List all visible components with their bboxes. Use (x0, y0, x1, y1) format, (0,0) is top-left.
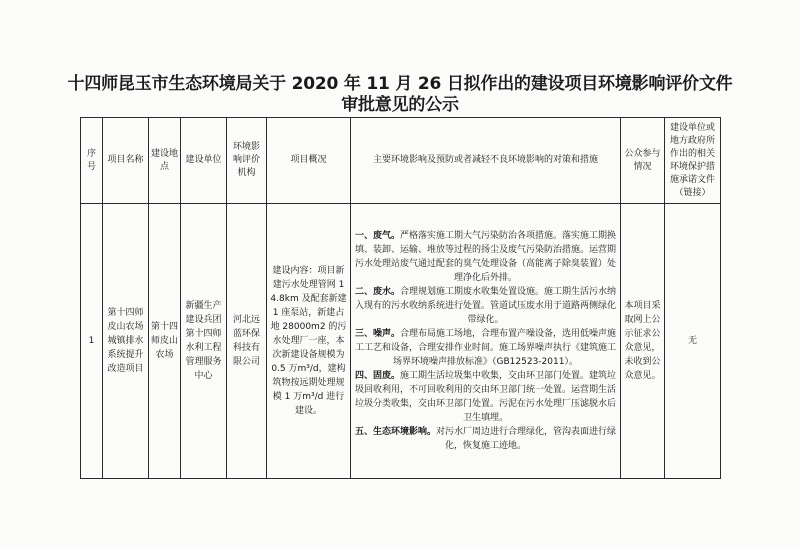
cell-project-name: 第十四师皮山农场城镇排水系统提升改造项目 (103, 204, 149, 479)
measure-water-text: 合理规划施工期废水收集处置设施。施工期生活污水纳入现有的污水收纳系统进行处置。管道试压废水用于道路两侧绿化带绿化。 (354, 287, 617, 325)
measure-ecology (353, 425, 618, 453)
measure-noise-head: 三、噪声。 (354, 329, 400, 339)
cell-overview: 建设内容：项目新建污水处理管网 14.8km 及配套新建 1 座泵站，新建占地 28000m2 的污水处理厂一座，本次新建设备规模为 0.5 万m³/d，建构筑物按远期处理规模 1 万m³/d 进行建设。 (267, 204, 351, 479)
title-line-1: 十四师昆玉市生态环境局关于 2020 年 11 月 26 日拟作出的建设项目环境影响评价文件 (67, 74, 733, 94)
header-commitment: 建设单位或地方政府所作出的相关环境保护措施承诺文件（链接） (665, 118, 721, 204)
cell-eia-agency: 河北远蓝环保科技有限公司 (227, 204, 267, 479)
document-title (60, 74, 740, 116)
cell-measures (351, 204, 621, 479)
cell-no: 1 (81, 204, 103, 479)
cell-commitment: 无 (665, 204, 721, 479)
cell-builder: 新疆生产建设兵团第十四师水利工程管理服务中心 (181, 204, 227, 479)
title-line-2: 审批意见的公示 (341, 95, 459, 115)
header-project-name: 项目名称 (103, 118, 149, 204)
measure-solid-waste (353, 369, 618, 425)
measure-solid-waste-head: 四、固废。 (354, 371, 400, 381)
header-overview: 项目概况 (267, 118, 351, 204)
measure-noise (353, 327, 618, 369)
header-row (81, 118, 721, 204)
measure-air-head: 一、废气。 (354, 231, 400, 241)
table-row (81, 204, 721, 479)
measure-ecology-head: 五、生态环境影响。 (354, 427, 436, 437)
measure-air (353, 229, 618, 285)
header-measures: 主要环境影响及预防或者减轻不良环境影响的对策和措施 (351, 118, 621, 204)
header-location: 建设地点 (149, 118, 181, 204)
header-no: 序号 (81, 118, 103, 204)
header-eia-agency: 环境影响评价机构 (227, 118, 267, 204)
measure-solid-waste-text: 施工期生活垃圾集中收集，交由环卫部门处置。建筑垃圾回收利用，不可回收利用的交由环卫部门统一处置。运营期生活垃圾分类收集，交由环卫部门处置。污泥在污水处理厂压滤脱水后卫生填埋。 (354, 371, 617, 423)
cell-public: 本项目采取网上公示征求公众意见，未收到公众意见。 (621, 204, 665, 479)
approval-table (80, 117, 721, 479)
header-builder: 建设单位 (181, 118, 227, 204)
measure-water-head: 二、废水。 (354, 287, 400, 297)
cell-location: 第十四师皮山农场 (149, 204, 181, 479)
header-public: 公众参与情况 (621, 118, 665, 204)
measure-noise-text: 合理布局施工场地，合理布置产噪设备，选用低噪声施工工艺和设备，合理安排作业时间。施工场界噪声执行《建筑施工场界环境噪声排放标准》（GB12523-2011）。 (354, 329, 617, 367)
measure-ecology-text: 对污水厂周边进行合理绿化，管沟表面进行绿化，恢复施工迹地。 (436, 427, 617, 451)
measure-water (353, 285, 618, 327)
measure-air-text: 严格落实施工期大气污染防治各项措施。落实施工期换填、装卸、运输、堆放等过程的扬尘及废气污染防治措施。运营期污水处理站废气通过配套的臭气处理设备（高能离子除臭装置）处理净化后外排。 (354, 231, 617, 283)
